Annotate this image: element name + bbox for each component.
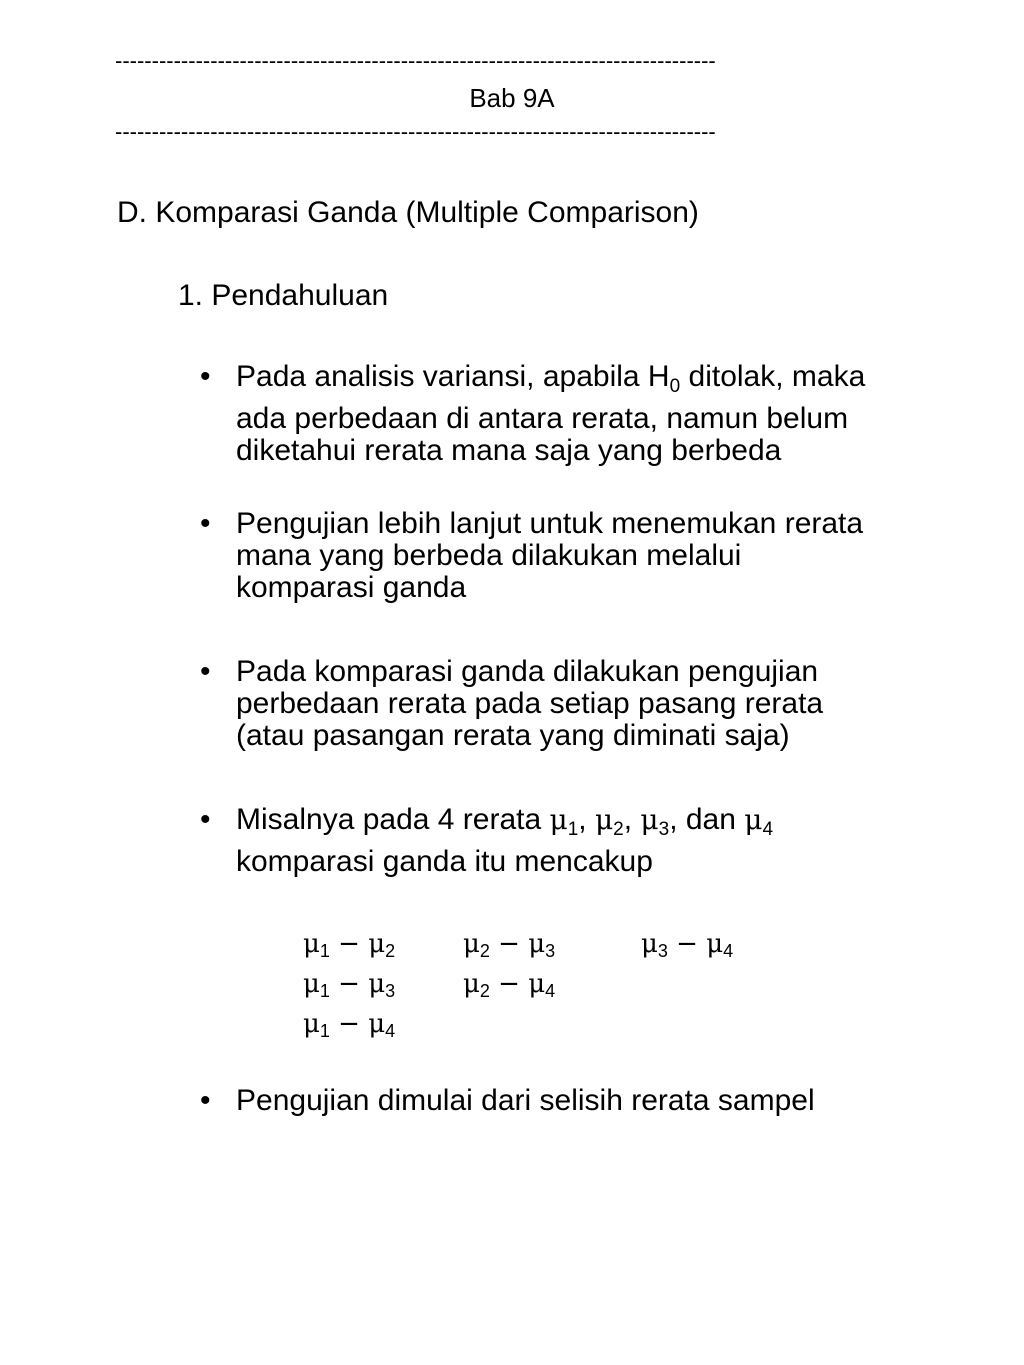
mu-symbol: μ <box>368 1009 386 1039</box>
bullet-icon: • <box>200 803 211 836</box>
chapter-label: Bab 9A <box>469 83 555 113</box>
minus-sign: − <box>329 1009 369 1039</box>
minus-sign: − <box>489 969 529 999</box>
bullet-line: komparasi ganda <box>236 571 467 604</box>
subscript: 4 <box>723 941 734 961</box>
header-rule-top: ---------------------------------------------------------------------------------- <box>115 48 716 73</box>
bullet-line: mana yang berbeda dilakukan melalui <box>236 539 742 572</box>
mu-symbol: μ <box>528 969 546 999</box>
bullet-line <box>236 804 976 846</box>
subscript: 1 <box>319 941 330 961</box>
mu-symbol: μ <box>744 803 763 836</box>
mu-symbol: μ <box>549 803 568 836</box>
mu-symbol: μ <box>303 1009 320 1039</box>
subscript: 3 <box>657 941 668 961</box>
comparison-pairs <box>303 924 803 1044</box>
comparison-pair <box>641 924 733 971</box>
bullet-text <box>236 1085 976 1117</box>
bullet-line: perbedaan rerata pada setiap pasang rerata <box>236 687 824 720</box>
text-segment: , <box>623 803 641 836</box>
subscript: 4 <box>762 819 774 840</box>
subscript: 4 <box>545 981 556 1001</box>
mu-symbol: μ <box>528 929 546 959</box>
text-segment: Pada analisis variansi, apabila H <box>236 360 670 393</box>
bullet-line: Pada komparasi ganda dilakukan pengujian <box>236 655 819 688</box>
bullet-icon: • <box>200 360 211 393</box>
bullet-line: Pengujian dimulai dari selisih rerata sampel <box>236 1084 815 1117</box>
mu-symbol: μ <box>706 929 724 959</box>
subscript: 1 <box>319 981 330 1001</box>
subscript: 2 <box>479 981 490 1001</box>
bullet-icon: • <box>200 655 211 688</box>
comparison-pair <box>303 1004 395 1051</box>
bullet-line: (atau pasangan rerata yang diminati saja) <box>236 719 790 752</box>
subscript: 3 <box>545 941 556 961</box>
subscript: 1 <box>319 1021 330 1041</box>
text-segment: Misalnya pada 4 rerata <box>236 803 550 836</box>
mu-symbol: μ <box>641 929 658 959</box>
bullet-text <box>236 804 976 878</box>
bullet-line: ada perbedaan di antara rerata, namun belum <box>236 402 849 435</box>
mu-symbol: μ <box>303 969 320 999</box>
text-segment: ditolak, maka <box>680 360 866 393</box>
bullet-icon: • <box>200 507 211 540</box>
mu-symbol: μ <box>303 929 320 959</box>
mu-symbol: μ <box>463 969 480 999</box>
mu-symbol: μ <box>594 803 614 836</box>
mu-symbol: μ <box>368 929 386 959</box>
bullet-line: komparasi ganda itu mencakup <box>236 845 653 878</box>
header-rule-bottom: ---------------------------------------------------------------------------------- <box>115 119 716 144</box>
comparison-pair <box>463 964 555 1011</box>
bullet-text <box>236 508 976 604</box>
bullet-line <box>236 361 976 403</box>
subscript: 4 <box>385 1021 396 1041</box>
bullet-line: diketahui rerata mana saja yang berbeda <box>236 434 782 467</box>
minus-sign: − <box>667 929 707 959</box>
bullet-icon: • <box>200 1084 211 1117</box>
bullet-text <box>236 656 976 752</box>
bullet-line: Pengujian lebih lanjut untuk menemukan rerata <box>236 507 864 540</box>
text-segment: , <box>578 803 595 836</box>
subscript: 3 <box>658 819 670 840</box>
subscript: 2 <box>613 819 624 840</box>
subscript: 2 <box>479 941 490 961</box>
subscript: 0 <box>669 376 681 397</box>
minus-sign: − <box>489 929 529 959</box>
section-title: D. Komparasi Ganda (Multiple Comparison) <box>117 196 699 229</box>
minus-sign: − <box>329 969 369 999</box>
mu-symbol: μ <box>640 803 659 836</box>
text-segment: , dan <box>669 803 745 836</box>
subscript: 1 <box>567 819 579 840</box>
bullet-text <box>236 361 976 467</box>
subsection-title: 1. Pendahuluan <box>178 279 389 312</box>
minus-sign: − <box>329 929 369 959</box>
subscript: 2 <box>385 941 396 961</box>
subscript: 3 <box>385 981 396 1001</box>
mu-symbol: μ <box>368 969 386 999</box>
mu-symbol: μ <box>463 929 480 959</box>
